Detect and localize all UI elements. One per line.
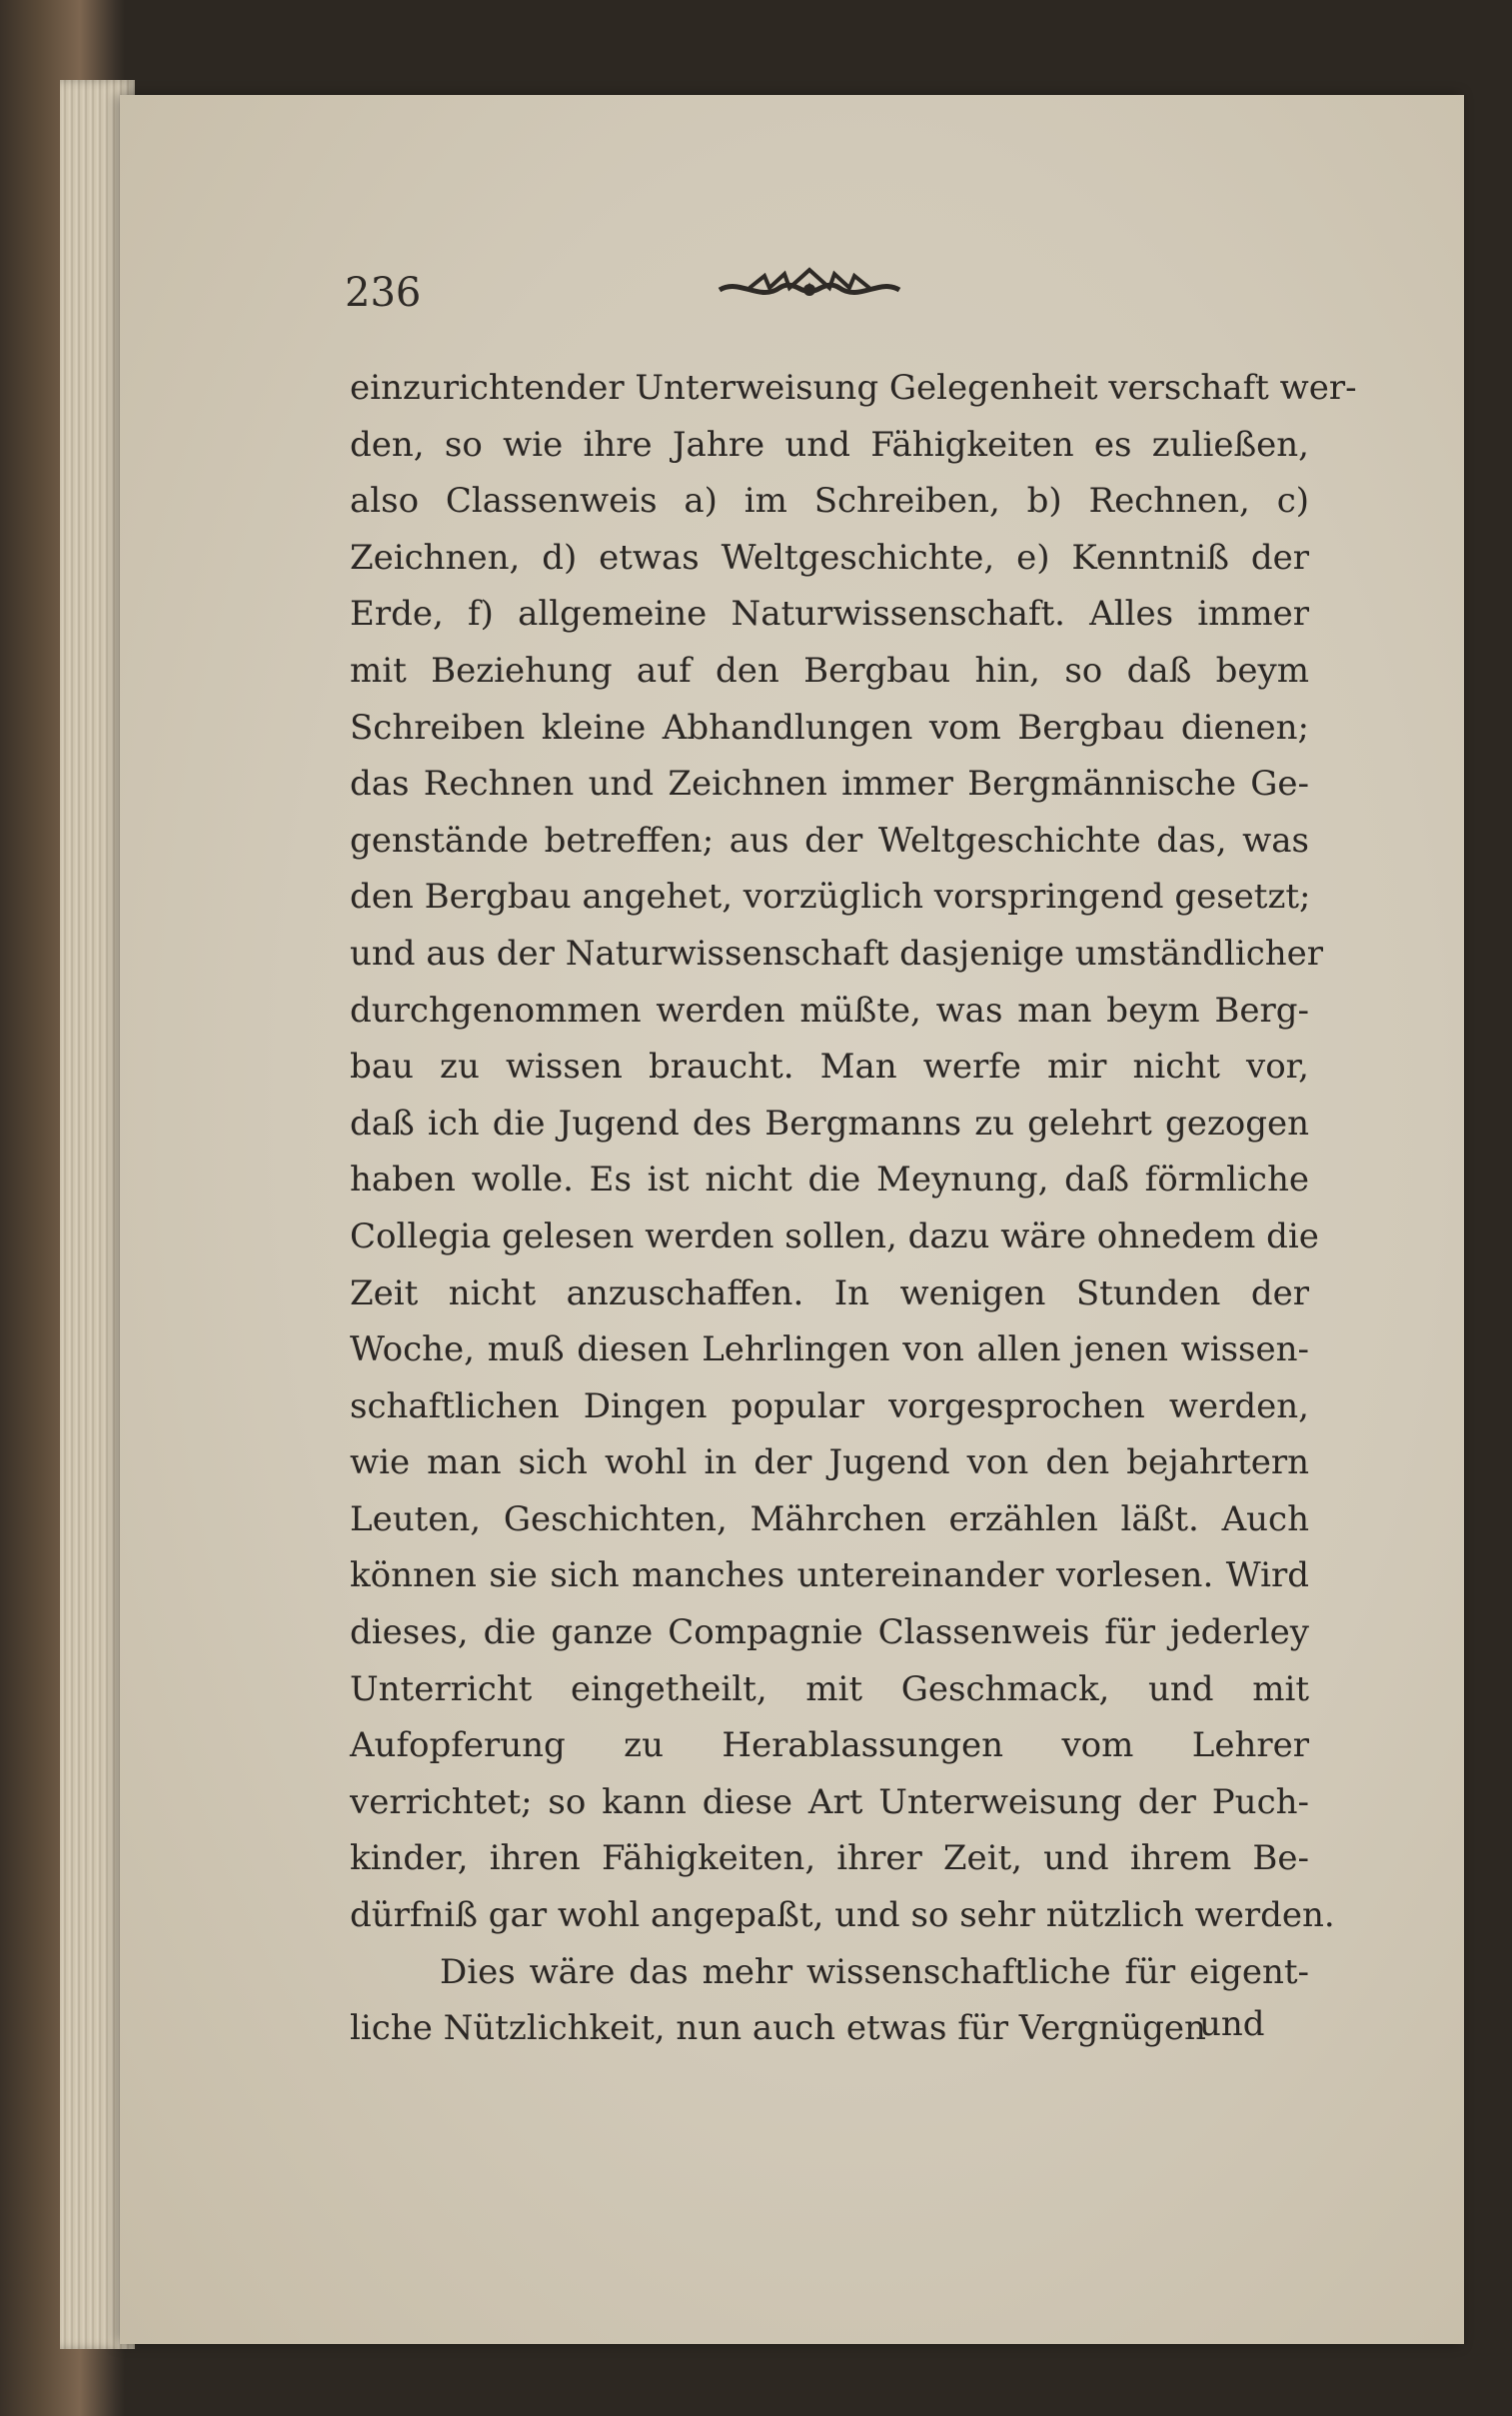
text-line: Woche, muß diesen Lehrlingen von allen jenen wissen- (350, 1329, 1309, 1370)
text-line: kinder, ihren Fähigkeiten, ihrer Zeit, und ihrem Be- (350, 1838, 1309, 1879)
text-line: den, so wie ihre Jahre und Fähigkeiten es zuließen, (350, 424, 1309, 465)
text-line: und aus der Naturwissenschaft dasjenige umständlicher (350, 933, 1324, 974)
text-line: einzurichtender Unterweisung Gelegenheit verschaft wer- (350, 368, 1357, 408)
text-line: Unterricht eingetheilt, mit Geschmack, und mit (350, 1668, 1309, 1709)
text-line: schaftlichen Dingen popular vorgesprochen werden, (350, 1385, 1309, 1426)
text-line: Zeit nicht anzuschaffen. In wenigen Stunden der (350, 1272, 1309, 1313)
text-line: dieses, die ganze Compagnie Classenweis für jederley (350, 1612, 1309, 1653)
text-line: den Bergbau angehet, vorzüglich vorspringend gesetzt; (350, 877, 1311, 918)
printer-ornament (710, 258, 909, 318)
text-line: bau zu wissen braucht. Man werfe mir nicht vor, (350, 1047, 1309, 1088)
text-line: Zeichnen, d) etwas Weltgeschichte, e) Kenntniß der (350, 537, 1309, 578)
text-line: Aufopferung zu Herablassungen vom Lehrer (350, 1725, 1309, 1766)
text-line: Schreiben kleine Abhandlungen vom Bergbau dienen; (350, 707, 1309, 748)
text-line: wie man sich wohl in der Jugend von den bejahrtern (350, 1442, 1309, 1483)
text-line: durchgenommen werden müßte, was man beym Berg- (350, 990, 1309, 1031)
text-line: Leuten, Geschichten, Mährchen erzählen läßt. Auch (350, 1498, 1309, 1539)
text-line: liche Nützlichkeit, nun auch etwas für Vergnügen (350, 2008, 1206, 2049)
text-line: haben wolle. Es ist nicht die Meynung, daß förmliche (350, 1160, 1309, 1201)
text-line: verrichtet; so kann diese Art Unterweisung der Puch- (350, 1781, 1309, 1822)
text-line: Dies wäre das mehr wissenschaftliche für eigent- (440, 1951, 1309, 1992)
text-line: daß ich die Jugend des Bergmanns zu gelehrt gezogen (350, 1103, 1309, 1144)
text-line: Collegia gelesen werden sollen, dazu wäre ohnedem die (350, 1215, 1319, 1256)
text-line: dürfniß gar wohl angepaßt, und so sehr nützlich werden. (350, 1895, 1335, 1936)
text-line: Erde, f) allgemeine Naturwissenschaft. Alles immer (350, 594, 1309, 635)
text-line: genstände betreffen; aus der Weltgeschichte das, was (350, 820, 1309, 861)
body-text (350, 360, 1357, 2057)
page-number: 236 (345, 270, 422, 316)
text-line: das Rechnen und Zeichnen immer Bergmännische Ge- (350, 764, 1309, 805)
text-line: können sie sich manches untereinander vorlesen. Wird (350, 1555, 1309, 1596)
text-line: also Classenweis a) im Schreiben, b) Rechnen, c) (350, 481, 1309, 522)
catchword: und (1199, 2004, 1265, 2044)
text-line: mit Beziehung auf den Bergbau hin, so daß beym (350, 650, 1309, 691)
